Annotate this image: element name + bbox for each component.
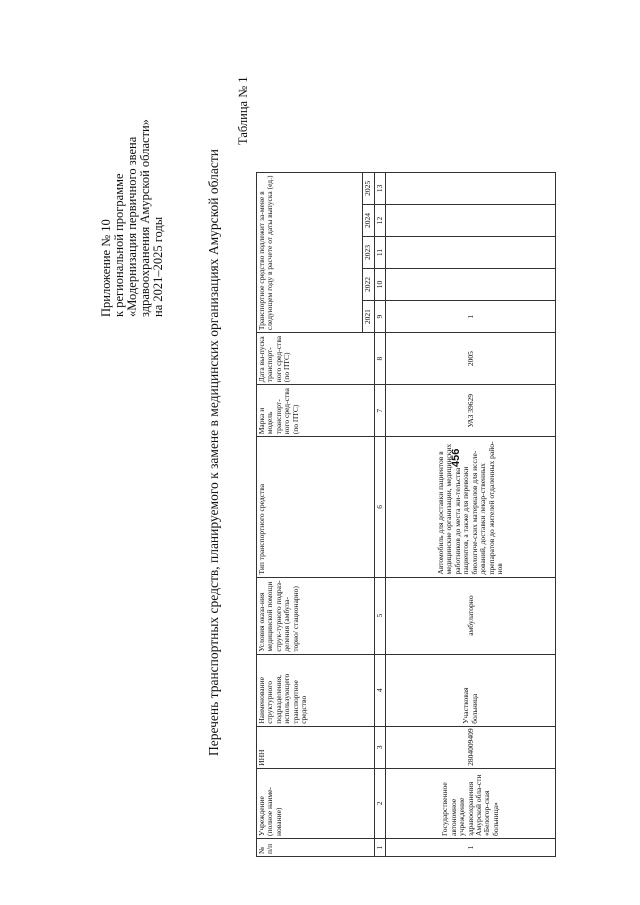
header-institution: Учреждение (полное наиме-нование) — [257, 768, 375, 838]
header-unit: Наименование структурного подразделения, использующего транспортное средство — [257, 654, 375, 726]
document-title: Перечень транспортных средств, планируемого к замене в медицинских организациях Амурской области — [206, 148, 221, 757]
colnum-4: 4 — [375, 654, 386, 726]
year-2021: 2021 — [363, 301, 375, 333]
colnum-1: 1 — [375, 838, 386, 856]
row-conditions: амбулаторно — [386, 577, 556, 654]
header-inn: ИНН — [257, 726, 375, 768]
header-vehicle-type: Тип транспортного средства — [257, 437, 375, 577]
year-2023: 2023 — [363, 236, 375, 268]
colnum-10: 10 — [375, 269, 386, 301]
row-inn: 2804009409 — [386, 726, 556, 768]
year-2024: 2024 — [363, 204, 375, 236]
appendix-line-4: здравоохранения Амурской области» — [138, 119, 152, 317]
row-2024 — [386, 204, 556, 236]
row-2025 — [386, 172, 556, 204]
colnum-6: 6 — [375, 437, 386, 577]
row-2022 — [386, 269, 556, 301]
appendix-line-2: к региональной программе — [112, 173, 126, 317]
colnum-11: 11 — [375, 236, 386, 268]
colnum-9: 9 — [375, 301, 386, 333]
appendix-line-3: «Модернизация первичного звена — [125, 136, 139, 317]
colnum-12: 12 — [375, 204, 386, 236]
header-num: № п/п — [257, 838, 375, 856]
colnum-8: 8 — [375, 333, 386, 385]
header-release-date: Дата вы-пуска транспорт-ного сред-ства (по ПТС) — [257, 333, 375, 385]
blank-right-area — [257, 42, 556, 172]
vehicle-table — [256, 42, 556, 857]
colnum-7: 7 — [375, 385, 386, 437]
row-brand: УАЗ 39629 — [386, 385, 556, 437]
appendix-header — [100, 77, 165, 317]
row-vehicle-type: Автомобиль для доставки пациентов в медицинские организации, медицинских работников до места жи-тельства пациентов, а также для перевозки биологиче-ских материалов для иссле-дований, доставки лекар-ственных препаратов до жителей отдаленных райо-нов — [386, 437, 556, 577]
appendix-line-5: на 2021–2025 годы — [151, 216, 165, 317]
header-brand: Марка и модель транспорт-ного сред-ства (по ПТС) — [257, 385, 375, 437]
colnum-5: 5 — [375, 577, 386, 654]
colnum-13: 13 — [375, 172, 386, 204]
row-unit: Участковая больница — [386, 654, 556, 726]
page-number: 456 — [450, 448, 462, 467]
table-header-row — [257, 42, 363, 857]
year-2025: 2025 — [363, 172, 375, 204]
row-release-date: 2005 — [386, 333, 556, 385]
appendix-line-1: Приложение № 10 — [99, 219, 113, 317]
row-2021: 1 — [386, 301, 556, 333]
year-2022: 2022 — [363, 269, 375, 301]
header-conditions: Условия оказа-ния медицинской помощи струк-турного подраз-деления (амбула-торно/ стационарно) — [257, 577, 375, 654]
row-2023 — [386, 236, 556, 268]
header-replacement: Транспортное средство подлежит за-мене в следующем году в расчете от даты выпуска (ед.) — [257, 172, 363, 332]
colnum-2: 2 — [375, 768, 386, 838]
row-institution: Государственное автономное учреждение здравоохранения Амурской обла-сти «Белогор-ская больница» — [386, 768, 556, 838]
row-num: 1 — [386, 838, 556, 856]
colnum-3: 3 — [375, 726, 386, 768]
table-number: Таблица № 1 — [236, 76, 250, 145]
